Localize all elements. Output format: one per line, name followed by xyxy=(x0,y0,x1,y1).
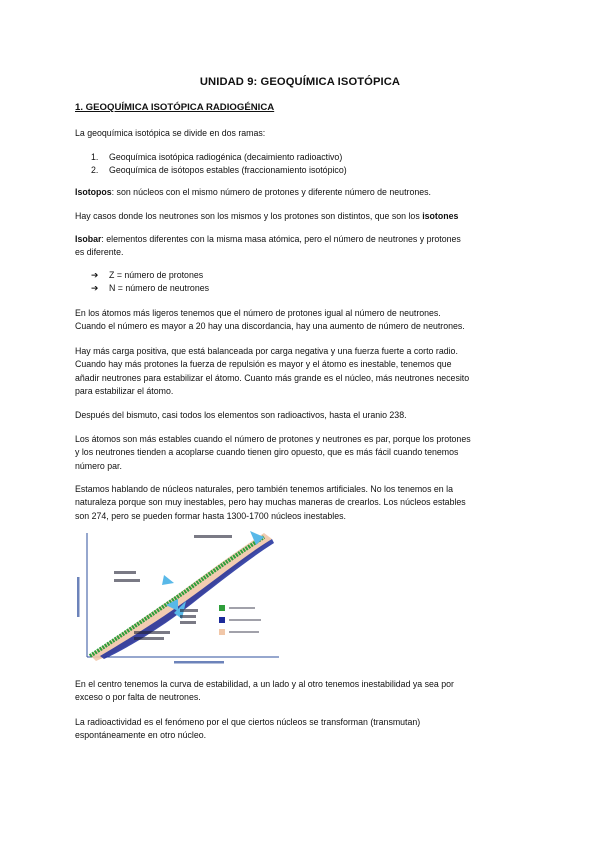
arrow-right-icon: ➔ xyxy=(91,283,99,294)
paragraph-stability-curve: En el centro tenemos la curva de estabilidad, a un lado y al otro tenemos inestabilidad ya sea por exceso o por falta de neutrones. xyxy=(75,679,454,703)
paragraph-bismuth: Después del bismuto, casi todos los elementos son radioactivos, hasta el uranio 238. xyxy=(75,410,407,420)
list-item: 1. Geoquímica isotópica radiogénica (decaimiento radioactivo) xyxy=(91,152,343,162)
paragraph-even-numbers: Los átomos son más estables cuando el número de protones y neutrones es par, porque los protones y los neutrones tienden a acoplarse cuando tienen giro opuesto, que es más fácil cuando tenemos número par. xyxy=(75,434,471,471)
nuclide-chart-figure xyxy=(74,527,306,665)
definitions-list xyxy=(91,269,209,296)
arrow-right-icon: ➔ xyxy=(91,270,99,280)
list-item: ➔ Z = número de protones xyxy=(91,269,209,282)
nuclide-chart-image xyxy=(74,527,306,665)
paragraph-charge: Hay más carga positiva, que está balanceada por carga negativa y una fuerza fuerte a corto radio. Cuando hay más protones la fuerza de repulsión es mayor y el átomo es inestable, tenemos que añadir neutrones para estabilizar el átomo. Cuanto más grande es el núcleo, más neutrones necesito para estabilizar el átomo. xyxy=(75,346,470,397)
paragraph-radioactivity: La radioactividad es el fenómeno por el que ciertos núcleos se transforman (transmutan) espontáneamente en otro núcleo. xyxy=(75,717,421,741)
page-title: UNIDAD 9: GEOQUÍMICA ISOTÓPICA xyxy=(199,76,401,88)
isotopos-paragraph: Isotopos: son núcleos con el mismo número de protones y diferente número de neutrones. xyxy=(75,187,431,197)
list-item: 2. Geoquímica de isótopos estables (fraccionamiento isotópico) xyxy=(91,165,347,176)
section-heading: 1. GEOQUÍMICA ISOTÓPICA RADIOGÉNICA xyxy=(75,102,275,113)
intro-paragraph: La geoquímica isotópica se divide en dos ramas: xyxy=(75,128,266,138)
paragraph-natural-nuclei: Estamos hablando de núcleos naturales, pero también tenemos artificiales. No los tenemos en la naturaleza porque son muy inestables, pero hay muchas maneras de crearlos. Los núcleos estables son 274, pero se pueden formar hasta 1300-1700 núcleos inestables. xyxy=(75,484,466,521)
isotones-paragraph: Hay casos donde los neutrones son los mismos y los protones son distintos, que son los isotones xyxy=(75,211,459,221)
paragraph-light-atoms: En los átomos más ligeros tenemos que el número de protones igual al número de neutrones. Cuando el número es mayor a 20 hay una discordancia, hay una aumento de número de neutrones. xyxy=(75,308,465,332)
isobar-paragraph: Isobar: elementos diferentes con la misma masa atómica, pero el número de neutrones y protones es diferente. xyxy=(75,234,461,258)
list-item: ➔ N = número de neutrones xyxy=(91,282,209,295)
branches-list xyxy=(91,151,347,178)
